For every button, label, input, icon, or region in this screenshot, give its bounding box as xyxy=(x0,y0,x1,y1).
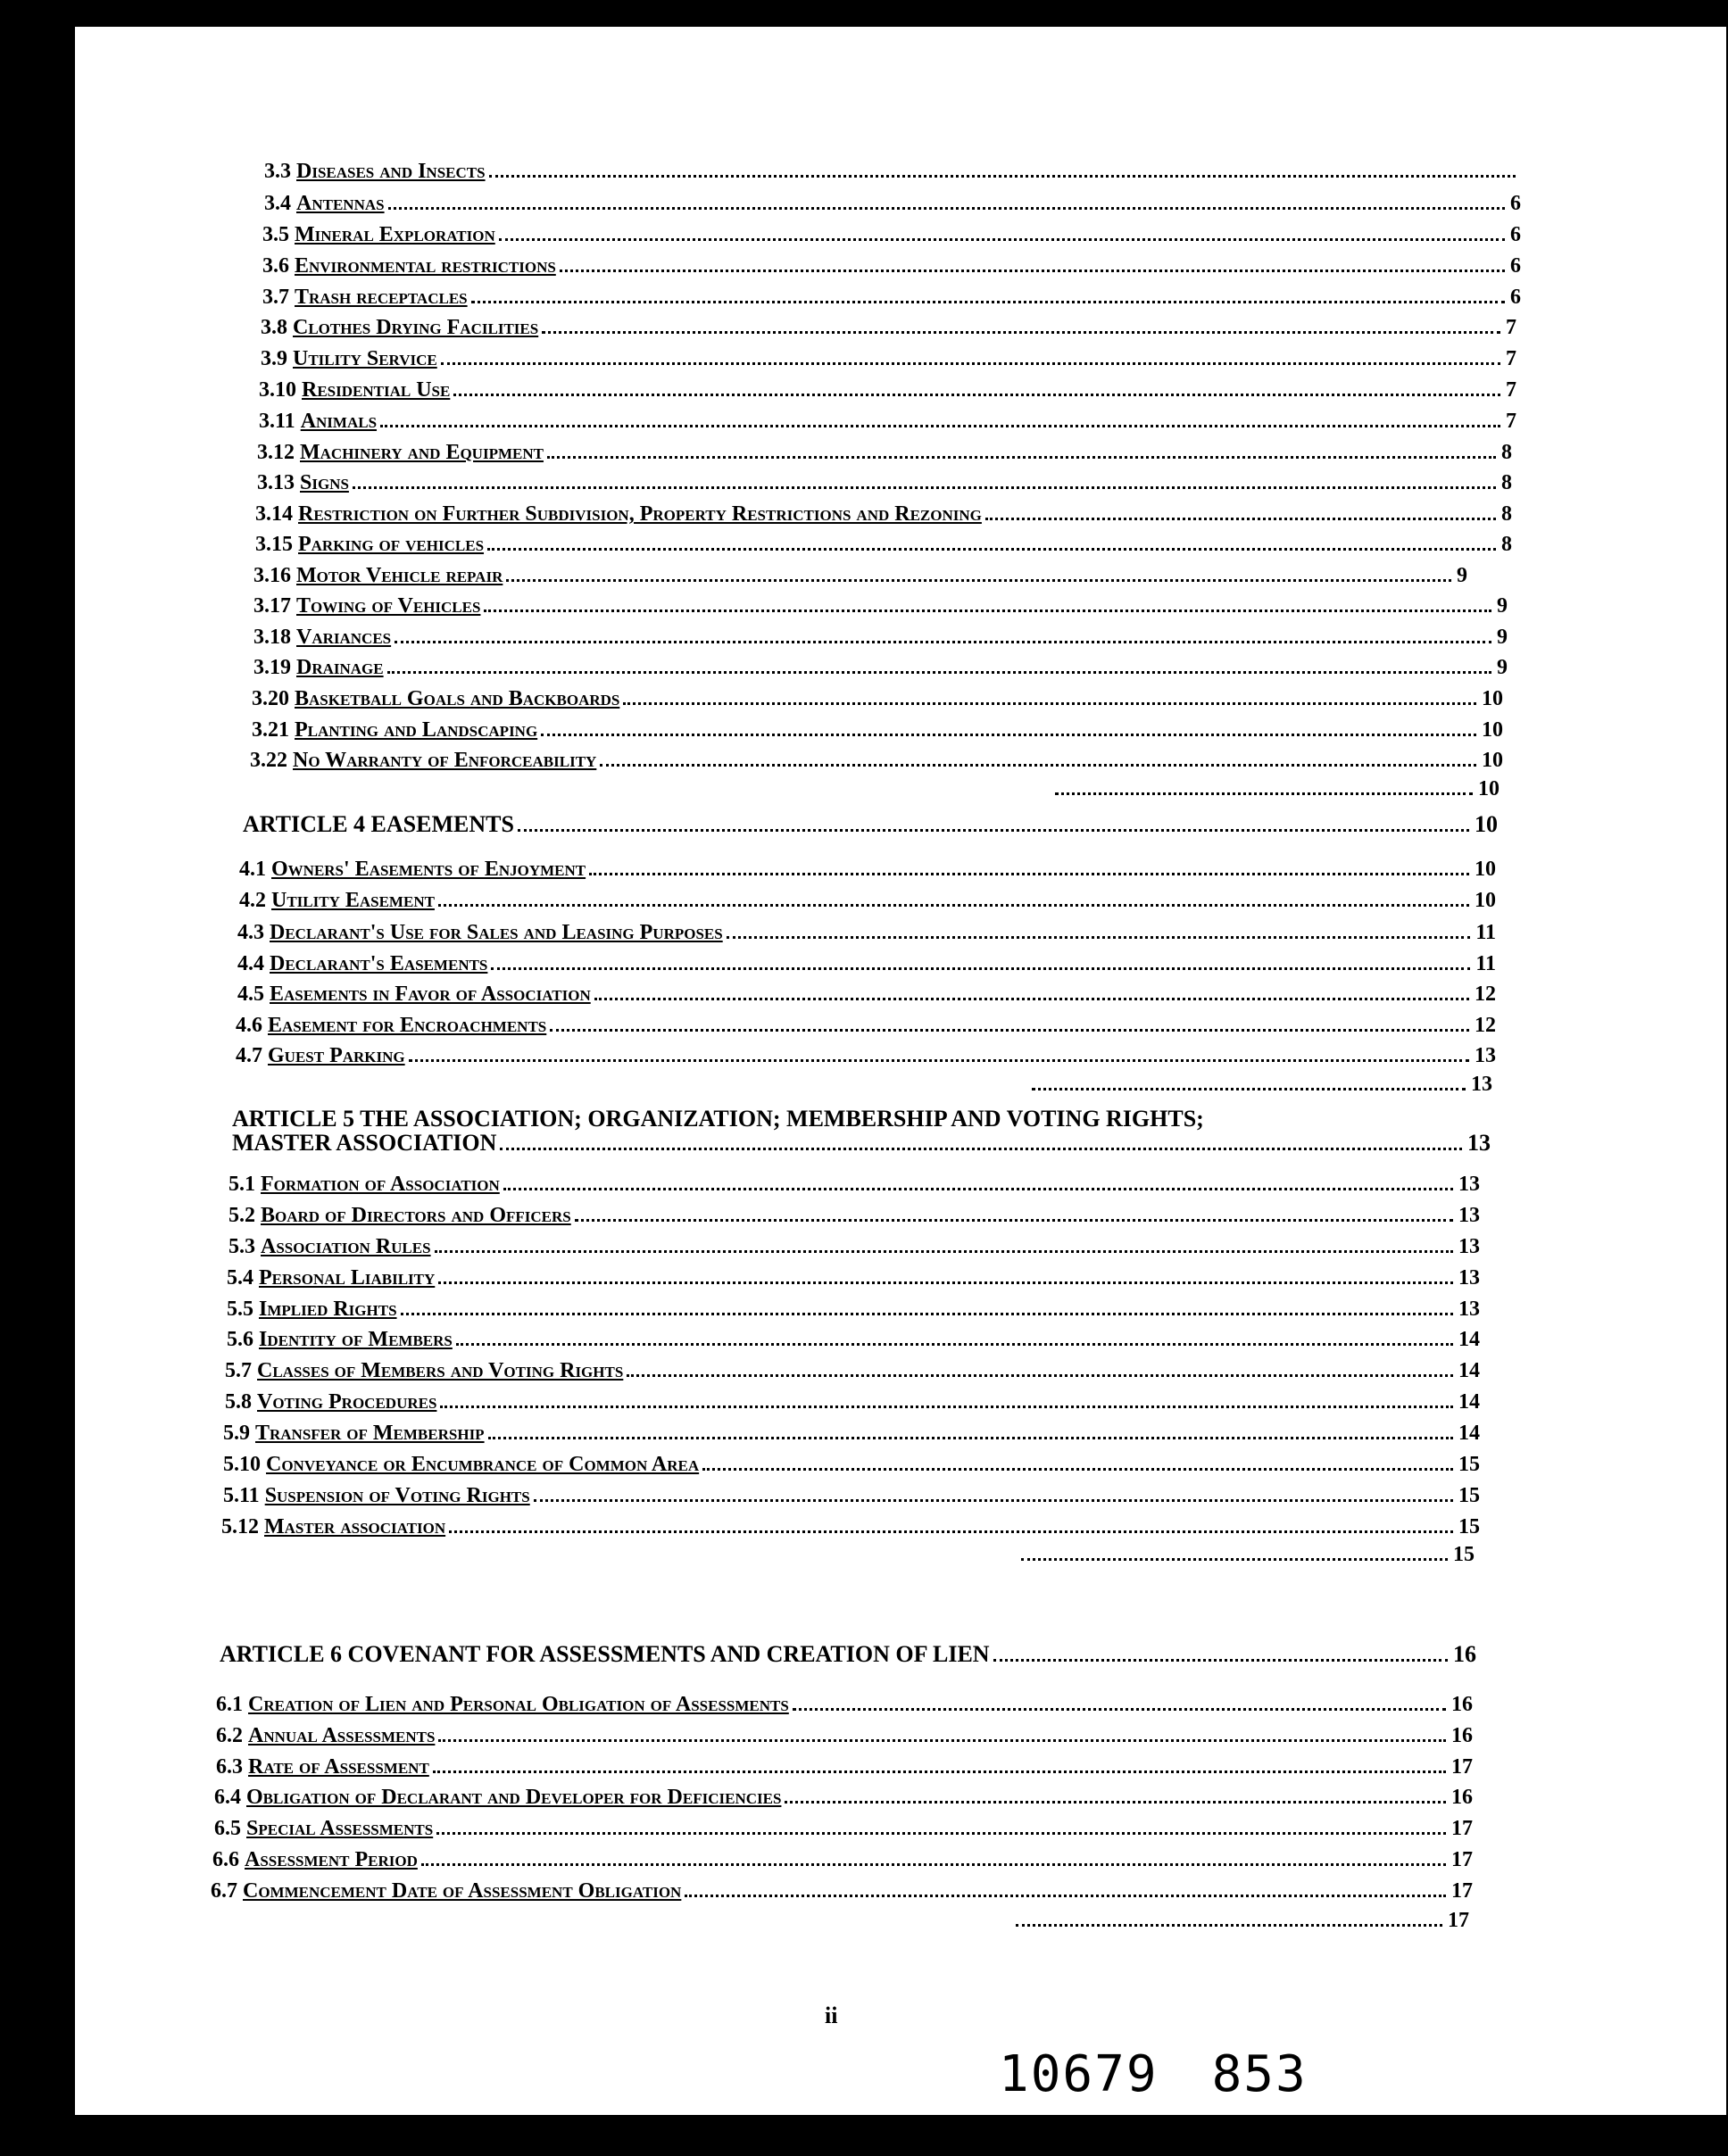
toc-entry xyxy=(252,719,1503,741)
dot-leader xyxy=(387,671,1491,674)
toc-entry-page: 9 xyxy=(1497,594,1508,618)
toc-entry-number: 5.5 xyxy=(227,1298,253,1321)
toc-entry-page: 14 xyxy=(1458,1390,1480,1414)
dot-leader xyxy=(727,936,1471,939)
toc-entry-title: Easement for Encroachments xyxy=(268,1014,547,1037)
toc-entry xyxy=(252,688,1503,709)
dot-leader xyxy=(488,1437,1453,1439)
toc-entry xyxy=(216,1756,1473,1778)
toc-entry-title: Motor Vehicle repair xyxy=(296,564,503,587)
dot-leader xyxy=(550,1029,1469,1032)
dot-leader xyxy=(993,1659,1448,1662)
toc-entry-page: 9 xyxy=(1457,564,1467,587)
toc-entry-number: 6.3 xyxy=(216,1755,243,1779)
toc-entry-number: 4.2 xyxy=(239,889,266,912)
dot-leader-line xyxy=(1051,778,1500,800)
dot-leader xyxy=(594,998,1469,1000)
dot-leader xyxy=(547,456,1496,459)
toc-entry-title: Declarant's Use for Sales and Leasing Purposes xyxy=(270,921,723,944)
dot-leader xyxy=(388,207,1505,210)
toc-entry-page: 17 xyxy=(1451,1755,1473,1779)
toc-entry-title: Personal Liability xyxy=(259,1266,436,1289)
dot-leader xyxy=(785,1801,1446,1804)
toc-entry-page: 7 xyxy=(1506,347,1516,370)
dot-leader xyxy=(506,579,1451,582)
toc-entry-page: 10 xyxy=(1482,749,1503,772)
toc-entry-page: 10 xyxy=(1478,777,1500,800)
toc-entry-page: 9 xyxy=(1497,626,1508,649)
toc-entry-title: Variances xyxy=(296,626,392,649)
dot-leader xyxy=(1016,1924,1442,1927)
toc-entry xyxy=(221,1516,1480,1538)
toc-entry-title: Owners' Easements of Enjoyment xyxy=(271,858,586,881)
toc-entry-page: 17 xyxy=(1451,1879,1473,1903)
toc-entry-page: 13 xyxy=(1471,1073,1492,1096)
recording-stamp xyxy=(999,2045,1361,2103)
toc-entry-number: 5.12 xyxy=(221,1515,259,1538)
toc-entry xyxy=(216,1694,1473,1715)
toc-entry-number: 3.4 xyxy=(264,192,291,215)
toc-entry-title: Conveyance or Encumbrance of Common Area xyxy=(266,1453,700,1476)
dot-leader xyxy=(793,1708,1446,1711)
toc-entry-number: 6.6 xyxy=(212,1848,239,1871)
dot-leader xyxy=(560,270,1505,272)
dot-leader xyxy=(484,609,1491,612)
toc-entry-number: 4.1 xyxy=(239,858,266,881)
toc-entry-number: 5.10 xyxy=(223,1453,261,1476)
toc-entry xyxy=(227,1329,1480,1350)
toc-entry xyxy=(262,224,1521,245)
toc-entry xyxy=(264,161,1521,182)
toc-entry-page: 8 xyxy=(1501,471,1512,494)
dot-leader xyxy=(380,425,1500,427)
toc-entry-number: 3.15 xyxy=(255,533,293,556)
toc-entry-page: 15 xyxy=(1458,1515,1480,1538)
toc-entry-number: 5.11 xyxy=(223,1484,260,1507)
toc-entry xyxy=(237,983,1496,1005)
dot-leader xyxy=(487,548,1496,551)
table-of-contents xyxy=(75,27,1726,2115)
article-heading-page: 10 xyxy=(1475,811,1498,837)
toc-entry xyxy=(236,1015,1496,1036)
toc-entry xyxy=(259,379,1516,401)
toc-entry-title: Clothes Drying Facilities xyxy=(293,316,539,339)
article-heading-page: 13 xyxy=(1467,1130,1491,1157)
dot-leader xyxy=(471,301,1505,303)
toc-entry-page: 6 xyxy=(1510,192,1521,215)
toc-entry-page: 6 xyxy=(1510,254,1521,278)
toc-entry-page: 15 xyxy=(1458,1484,1480,1507)
toc-entry-title: Antennas xyxy=(296,192,385,215)
toc-entry xyxy=(223,1485,1480,1506)
dot-leader xyxy=(353,486,1496,489)
dot-leader xyxy=(438,1281,1453,1284)
toc-entry-number: 3.14 xyxy=(255,502,293,526)
toc-entry-number: 3.7 xyxy=(262,286,289,309)
toc-entry-page: 14 xyxy=(1458,1328,1480,1351)
toc-entry-title: Animals xyxy=(300,410,378,433)
toc-entry-title: No Warranty of Enforceability xyxy=(293,749,597,772)
toc-entry xyxy=(227,1298,1480,1320)
dot-leader xyxy=(702,1468,1453,1471)
toc-entry-number: 3.18 xyxy=(253,626,291,649)
dot-leader xyxy=(401,1313,1453,1315)
toc-entry-page: 7 xyxy=(1506,378,1516,402)
toc-entry xyxy=(261,348,1516,369)
toc-entry-title: Board of Directors and Officers xyxy=(261,1204,571,1227)
dot-leader xyxy=(449,1530,1453,1533)
toc-entry xyxy=(253,565,1467,586)
toc-entry-title: Signs xyxy=(300,471,349,494)
dot-leader xyxy=(534,1499,1453,1502)
dot-leader xyxy=(1055,792,1473,795)
toc-entry-page: 10 xyxy=(1482,687,1503,710)
toc-entry-number: 5.9 xyxy=(223,1422,250,1445)
toc-entry-number: 3.20 xyxy=(252,687,289,710)
toc-entry-number: 3.5 xyxy=(262,223,289,246)
dot-leader xyxy=(500,1148,1462,1150)
toc-entry xyxy=(228,1173,1480,1195)
toc-entry xyxy=(237,953,1496,974)
toc-entry-page: 10 xyxy=(1475,858,1496,881)
toc-entry-number: 3.17 xyxy=(253,594,291,618)
toc-entry-page: 6 xyxy=(1510,223,1521,246)
toc-entry-number: 5.8 xyxy=(225,1390,252,1414)
toc-entry-number: 3.21 xyxy=(252,718,289,742)
toc-entry xyxy=(236,1045,1496,1066)
toc-entry-title: Association Rules xyxy=(261,1235,431,1258)
article-heading-title: MASTER ASSOCIATION xyxy=(232,1130,497,1157)
toc-entry-title: Implied Rights xyxy=(259,1298,397,1321)
toc-entry-title: Residential Use xyxy=(302,378,451,402)
toc-entry xyxy=(250,750,1503,771)
toc-entry-number: 3.16 xyxy=(253,564,291,587)
dot-leader-line xyxy=(1018,1544,1475,1565)
toc-entry xyxy=(262,286,1521,308)
toc-entry xyxy=(228,1205,1480,1226)
dot-leader xyxy=(438,904,1469,907)
toc-entry-title: Transfer of Membership xyxy=(255,1422,485,1445)
toc-entry-page: 13 xyxy=(1475,1044,1496,1067)
toc-entry-number: 3.9 xyxy=(261,347,287,370)
toc-entry-number: 5.1 xyxy=(228,1173,255,1196)
toc-entry xyxy=(216,1725,1473,1746)
toc-entry xyxy=(259,410,1516,432)
stamp-book-number: 10679 xyxy=(999,2045,1159,2103)
toc-entry xyxy=(212,1849,1473,1870)
toc-entry-title: Diseases and Insects xyxy=(296,160,486,183)
toc-entry-number: 3.13 xyxy=(257,471,295,494)
toc-entry-number: 5.3 xyxy=(228,1235,255,1258)
toc-entry-page: 17 xyxy=(1451,1848,1473,1871)
dot-leader xyxy=(503,1188,1453,1190)
toc-entry-title: Voting Procedures xyxy=(257,1390,437,1414)
toc-entry-title: Commencement Date of Assessment Obligation xyxy=(243,1879,682,1903)
toc-entry-number: 3.3 xyxy=(264,160,291,183)
dot-leader-line xyxy=(1012,1910,1469,1931)
dot-leader xyxy=(542,331,1500,334)
toc-entry-page: 7 xyxy=(1506,410,1516,433)
toc-entry-page: 10 xyxy=(1475,889,1496,912)
toc-entry-title: Obligation of Declarant and Developer for Deficiencies xyxy=(246,1786,782,1809)
toc-entry xyxy=(239,890,1496,911)
toc-entry-number: 4.6 xyxy=(236,1014,262,1037)
toc-entry xyxy=(255,503,1512,525)
toc-entry-number: 3.8 xyxy=(261,316,287,339)
toc-entry-title: Mineral Exploration xyxy=(295,223,495,246)
dot-leader xyxy=(1032,1088,1466,1090)
toc-entry xyxy=(223,1422,1480,1444)
toc-entry-title: Master association xyxy=(264,1515,446,1538)
toc-entry-title: Trash receptacles xyxy=(295,286,468,309)
toc-entry-page: 14 xyxy=(1458,1422,1480,1445)
toc-entry xyxy=(214,1818,1473,1839)
dot-leader xyxy=(489,175,1516,178)
toc-entry-title: Utility Service xyxy=(293,347,437,370)
page-number-roman: ii xyxy=(825,2003,838,2028)
article-heading xyxy=(220,1642,1476,1666)
toc-entry xyxy=(257,472,1512,493)
toc-entry-page: 11 xyxy=(1475,952,1496,975)
toc-entry xyxy=(228,1236,1480,1257)
dot-leader xyxy=(589,873,1469,875)
toc-entry-page: 15 xyxy=(1458,1453,1480,1476)
toc-entry-number: 5.7 xyxy=(225,1359,252,1382)
toc-entry-title: Identity of Members xyxy=(259,1328,453,1351)
toc-entry-page: 8 xyxy=(1501,502,1512,526)
toc-entry-page: 9 xyxy=(1497,656,1508,679)
dot-leader xyxy=(623,702,1476,705)
toc-entry xyxy=(253,657,1508,678)
toc-entry-page: 15 xyxy=(1453,1543,1475,1566)
dot-leader xyxy=(499,238,1505,241)
dot-leader xyxy=(575,1219,1453,1222)
toc-entry-number: 3.6 xyxy=(262,254,289,278)
toc-entry xyxy=(237,922,1496,943)
toc-entry-number: 3.12 xyxy=(257,441,295,464)
toc-entry-page: 11 xyxy=(1475,921,1496,944)
article-heading-line1: ARTICLE 5 THE ASSOCIATION; ORGANIZATION; MEMBERSHIP AND VOTING RIGHTS; xyxy=(232,1106,1204,1132)
dot-leader xyxy=(409,1059,1469,1062)
toc-entry-number: 4.4 xyxy=(237,952,264,975)
dot-leader xyxy=(1021,1558,1448,1561)
toc-entry-title: Drainage xyxy=(296,656,384,679)
article-heading-title: ARTICLE 6 COVENANT FOR ASSESSMENTS AND CREATION OF LIEN xyxy=(220,1641,990,1667)
toc-entry-number: 6.1 xyxy=(216,1693,243,1716)
dot-leader xyxy=(441,362,1500,365)
dot-leader xyxy=(985,518,1496,520)
toc-entry-title: Rate of Assessment xyxy=(248,1755,429,1779)
dot-leader xyxy=(600,764,1476,767)
toc-entry-number: 3.22 xyxy=(250,749,287,772)
toc-entry xyxy=(214,1787,1473,1808)
toc-entry-number: 6.2 xyxy=(216,1724,243,1747)
toc-entry-number: 4.3 xyxy=(237,921,264,944)
toc-entry-title: Guest Parking xyxy=(268,1044,405,1067)
toc-entry xyxy=(211,1880,1473,1902)
toc-entry-page: 13 xyxy=(1458,1266,1480,1289)
toc-entry xyxy=(225,1360,1480,1381)
toc-entry xyxy=(257,442,1512,463)
dot-leader xyxy=(435,1250,1453,1253)
toc-entry-page: 16 xyxy=(1451,1786,1473,1809)
toc-entry-number: 5.4 xyxy=(227,1266,253,1289)
toc-entry-page: 14 xyxy=(1458,1359,1480,1382)
toc-entry-page: 17 xyxy=(1451,1817,1473,1840)
toc-entry-title: Suspension of Voting Rights xyxy=(264,1484,530,1507)
toc-entry-title: Special Assessments xyxy=(246,1817,434,1840)
toc-entry xyxy=(264,193,1521,214)
toc-entry xyxy=(255,534,1512,555)
toc-entry-page: 8 xyxy=(1501,441,1512,464)
dot-leader xyxy=(685,1895,1446,1897)
toc-entry-page: 13 xyxy=(1458,1298,1480,1321)
toc-entry-title: Formation of Association xyxy=(261,1173,500,1196)
toc-entry-page: 12 xyxy=(1475,1014,1496,1037)
toc-entry-title: Environmental restrictions xyxy=(295,254,556,278)
toc-entry-title: Planting and Landscaping xyxy=(295,718,538,742)
toc-entry-number: 4.5 xyxy=(237,983,264,1006)
toc-entry-page: 16 xyxy=(1451,1724,1473,1747)
toc-entry-title: Declarant's Easements xyxy=(270,952,488,975)
toc-entry-title: Easements in Favor of Association xyxy=(270,983,591,1006)
document-page xyxy=(75,27,1726,2115)
toc-entry-number: 6.5 xyxy=(214,1817,241,1840)
dot-leader xyxy=(395,641,1491,643)
toc-entry xyxy=(227,1267,1480,1289)
toc-entry-page: 7 xyxy=(1506,316,1516,339)
toc-entry-number: 3.19 xyxy=(253,656,291,679)
toc-entry-page: 10 xyxy=(1482,718,1503,742)
toc-entry-number: 6.7 xyxy=(211,1879,237,1903)
toc-entry-page: 16 xyxy=(1451,1693,1473,1716)
toc-entry-title: Assessment Period xyxy=(245,1848,418,1871)
toc-entry-title: Machinery and Equipment xyxy=(300,441,544,464)
dot-leader-line xyxy=(1028,1074,1492,1095)
toc-entry-title: Annual Assessments xyxy=(248,1724,436,1747)
dot-leader xyxy=(436,1832,1446,1835)
toc-entry-number: 3.11 xyxy=(259,410,295,433)
toc-entry-page: 13 xyxy=(1458,1204,1480,1227)
toc-entry xyxy=(225,1391,1480,1413)
toc-entry-number: 3.10 xyxy=(259,378,296,402)
toc-entry-number: 5.6 xyxy=(227,1328,253,1351)
toc-entry-number: 5.2 xyxy=(228,1204,255,1227)
dot-leader xyxy=(541,734,1476,736)
toc-entry-number: 4.7 xyxy=(236,1044,262,1067)
toc-entry-number: 6.4 xyxy=(214,1786,241,1809)
dot-leader xyxy=(518,829,1469,832)
dot-leader xyxy=(627,1374,1453,1377)
toc-entry xyxy=(261,317,1516,338)
toc-entry-page: 13 xyxy=(1458,1173,1480,1196)
toc-entry xyxy=(253,626,1508,648)
toc-entry-title: Basketball Goals and Backboards xyxy=(295,687,620,710)
toc-entry-page: 17 xyxy=(1448,1909,1469,1932)
dot-leader xyxy=(440,1406,1453,1408)
toc-entry-title: Classes of Members and Voting Rights xyxy=(257,1359,624,1382)
dot-leader xyxy=(438,1739,1446,1742)
article-heading xyxy=(243,812,1498,836)
toc-entry-title: Towing of Vehicles xyxy=(296,594,481,618)
dot-leader xyxy=(491,967,1470,970)
article-heading-title: ARTICLE 4 EASEMENTS xyxy=(243,811,514,837)
toc-entry-title: Restriction on Further Subdivision, Property Restrictions and Rezoning xyxy=(298,502,982,526)
toc-entry-page: 13 xyxy=(1458,1235,1480,1258)
article-heading-page: 16 xyxy=(1453,1641,1476,1667)
toc-entry xyxy=(239,858,1496,880)
article-heading xyxy=(232,1107,1491,1156)
dot-leader xyxy=(421,1863,1446,1866)
toc-entry-page: 12 xyxy=(1475,983,1496,1006)
dot-leader xyxy=(433,1770,1446,1773)
dot-leader xyxy=(456,1343,1453,1346)
toc-entry xyxy=(223,1454,1480,1475)
toc-entry-page: 6 xyxy=(1510,286,1521,309)
toc-entry-title: Parking of vehicles xyxy=(298,533,485,556)
toc-entry-title: Creation of Lien and Personal Obligation of Assessments xyxy=(248,1693,789,1716)
stamp-page-number: 853 xyxy=(1211,2045,1308,2103)
toc-entry xyxy=(262,255,1521,277)
toc-entry-page: 8 xyxy=(1501,533,1512,556)
toc-entry xyxy=(253,595,1508,617)
toc-entry-title: Utility Easement xyxy=(271,889,435,912)
dot-leader xyxy=(453,394,1500,396)
